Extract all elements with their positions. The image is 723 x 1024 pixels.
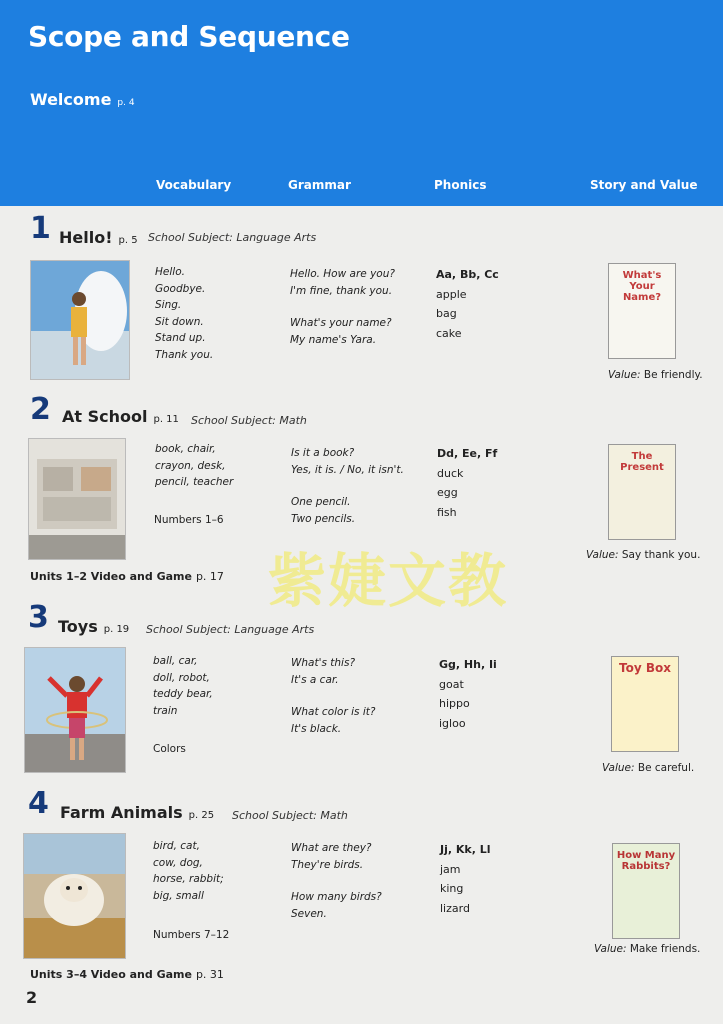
units-page: p. 17 (195, 570, 224, 583)
section-title (58, 617, 129, 636)
grammar-item: They're birds. (291, 858, 364, 871)
column-grammar: Grammar (288, 178, 351, 192)
phonics-letters: Dd, Ee, Ff (437, 447, 498, 460)
column-vocabulary: Vocabulary (156, 178, 232, 192)
vocab-item: train (153, 704, 178, 717)
section-number: 4 (28, 786, 49, 821)
phonics-word: igloo (439, 716, 466, 730)
grammar-item: Seven. (291, 907, 327, 920)
story-value (586, 549, 700, 561)
section-photo (24, 647, 126, 773)
phonics-word: goat (439, 677, 464, 691)
grammar-list (291, 445, 404, 527)
school-subject: School Subject: Language Arts (146, 623, 315, 636)
grammar-list (291, 655, 375, 737)
section-page: p. 19 (103, 624, 130, 635)
grammar-item: I'm fine, thank you. (290, 284, 393, 297)
vocab-item: bird, cat, (153, 840, 200, 852)
section-page: p. 25 (188, 810, 215, 821)
vocab-item: Sit down. (155, 315, 204, 328)
value-label: Value: (602, 762, 635, 774)
school-subject: School Subject: Math (191, 414, 307, 427)
units-label: Units 3–4 Video and Game (30, 968, 192, 981)
vocab-extra: Numbers 1–6 (154, 514, 224, 526)
phonics-word: apple (436, 287, 467, 301)
phonics-word: king (440, 882, 464, 895)
story-book-cover (608, 444, 676, 540)
page-title: Scope and Sequence (28, 20, 350, 53)
vocabulary-list (155, 264, 213, 363)
story-book-cover (611, 656, 679, 752)
story-book-cover (612, 843, 680, 939)
story-value (602, 762, 694, 774)
section-page: p. 11 (153, 414, 179, 425)
grammar-item: What are they? (291, 842, 372, 854)
phonics-word: egg (437, 486, 458, 499)
grammar-item: Hello. How are you? (290, 268, 395, 280)
phonics-letters: Jj, Kk, Ll (440, 843, 491, 856)
section-number: 1 (30, 211, 51, 246)
phonics-letters: Aa, Bb, Cc (436, 268, 499, 281)
grammar-list (291, 840, 382, 922)
grammar-item: It's a car. (291, 673, 339, 686)
vocab-item: doll, robot, (153, 671, 210, 684)
vocab-item: crayon, desk, (155, 459, 226, 472)
column-story-and-value: Story and Value (590, 178, 698, 192)
grammar-item: One pencil. (291, 496, 351, 508)
grammar-item: What's this? (291, 657, 356, 669)
vocab-item: Thank you. (155, 348, 214, 361)
units-video-game (30, 968, 224, 981)
column-phonics: Phonics (434, 178, 487, 192)
phonics-word: fish (437, 505, 457, 519)
section-photo (28, 438, 126, 560)
section-title (60, 803, 214, 822)
welcome-page: p. 4 (117, 98, 135, 108)
page-number: 2 (26, 988, 38, 1007)
book-title: What's Your Name? (622, 270, 662, 303)
grammar-item: What's your name? (290, 317, 392, 329)
vocab-item: teddy bear, (153, 688, 213, 700)
phonics-list (437, 444, 497, 522)
welcome-label: Welcome (30, 90, 112, 109)
vocab-item: book, chair, (155, 443, 216, 455)
section-title-text: Toys (58, 617, 98, 636)
value-text: Make friends. (629, 943, 701, 955)
vocab-item: Sing. (155, 299, 182, 311)
welcome-heading (30, 90, 135, 109)
grammar-item: It's black. (291, 722, 342, 735)
vocab-extra: Numbers 7–12 (153, 929, 230, 941)
vocabulary-list (153, 653, 213, 719)
grammar-list (290, 266, 395, 348)
phonics-letters: Gg, Hh, Ii (439, 658, 497, 671)
grammar-item: What color is it? (291, 706, 376, 718)
units-page: p. 31 (195, 968, 224, 981)
story-value (608, 369, 703, 381)
vocab-item: ball, car, (153, 655, 198, 667)
section-number: 3 (28, 600, 49, 635)
phonics-word: cake (436, 326, 462, 340)
vocabulary-list (155, 441, 233, 491)
book-title: How Many Rabbits? (616, 850, 676, 872)
grammar-item: How many birds? (291, 891, 382, 903)
section-number: 2 (30, 392, 51, 427)
phonics-list (436, 265, 499, 343)
story-book-cover (608, 263, 676, 359)
book-title: The Present (620, 451, 664, 473)
vocab-item: pencil, teacher (155, 476, 234, 488)
vocab-item: Hello. (155, 266, 185, 278)
value-text: Say thank you. (621, 549, 701, 561)
section-title-text: At School (62, 407, 148, 426)
phonics-list (439, 655, 497, 733)
grammar-item: My name's Yara. (290, 333, 377, 346)
grammar-item: Yes, it is. / No, it isn't. (291, 463, 404, 476)
vocab-item: Goodbye. (155, 282, 206, 295)
value-label: Value: (594, 943, 627, 955)
book-title: Toy Box (619, 661, 671, 675)
value-text: Be careful. (637, 762, 695, 774)
phonics-list (440, 840, 491, 918)
value-text: Be friendly. (643, 369, 703, 381)
header-banner (0, 0, 723, 206)
vocab-item: horse, rabbit; (153, 873, 224, 885)
value-label: Value: (608, 369, 641, 381)
phonics-word: hippo (439, 697, 470, 710)
grammar-item: Two pencils. (291, 512, 356, 525)
section-title (59, 228, 138, 247)
section-title-text: Farm Animals (60, 803, 183, 822)
phonics-word: bag (436, 307, 457, 320)
watermark: 紫婕文教 (268, 547, 509, 615)
vocab-item: cow, dog, (153, 856, 203, 869)
section-title-text: Hello! (59, 228, 113, 247)
phonics-word: duck (437, 466, 464, 480)
vocab-item: big, small (153, 889, 204, 902)
section-photo (23, 833, 126, 959)
units-video-game (30, 570, 224, 583)
grammar-item: Is it a book? (291, 447, 355, 459)
vocab-item: Stand up. (155, 332, 206, 344)
value-label: Value: (586, 549, 619, 561)
section-photo (30, 260, 130, 380)
vocabulary-list (153, 838, 224, 904)
units-label: Units 1–2 Video and Game (30, 570, 192, 583)
phonics-word: lizard (440, 901, 470, 915)
phonics-word: jam (440, 862, 461, 876)
section-title (62, 407, 179, 426)
school-subject: School Subject: Language Arts (148, 231, 317, 244)
vocab-extra: Colors (153, 743, 186, 755)
school-subject: School Subject: Math (232, 809, 348, 822)
section-page: p. 5 (118, 235, 138, 246)
story-value (594, 943, 700, 955)
